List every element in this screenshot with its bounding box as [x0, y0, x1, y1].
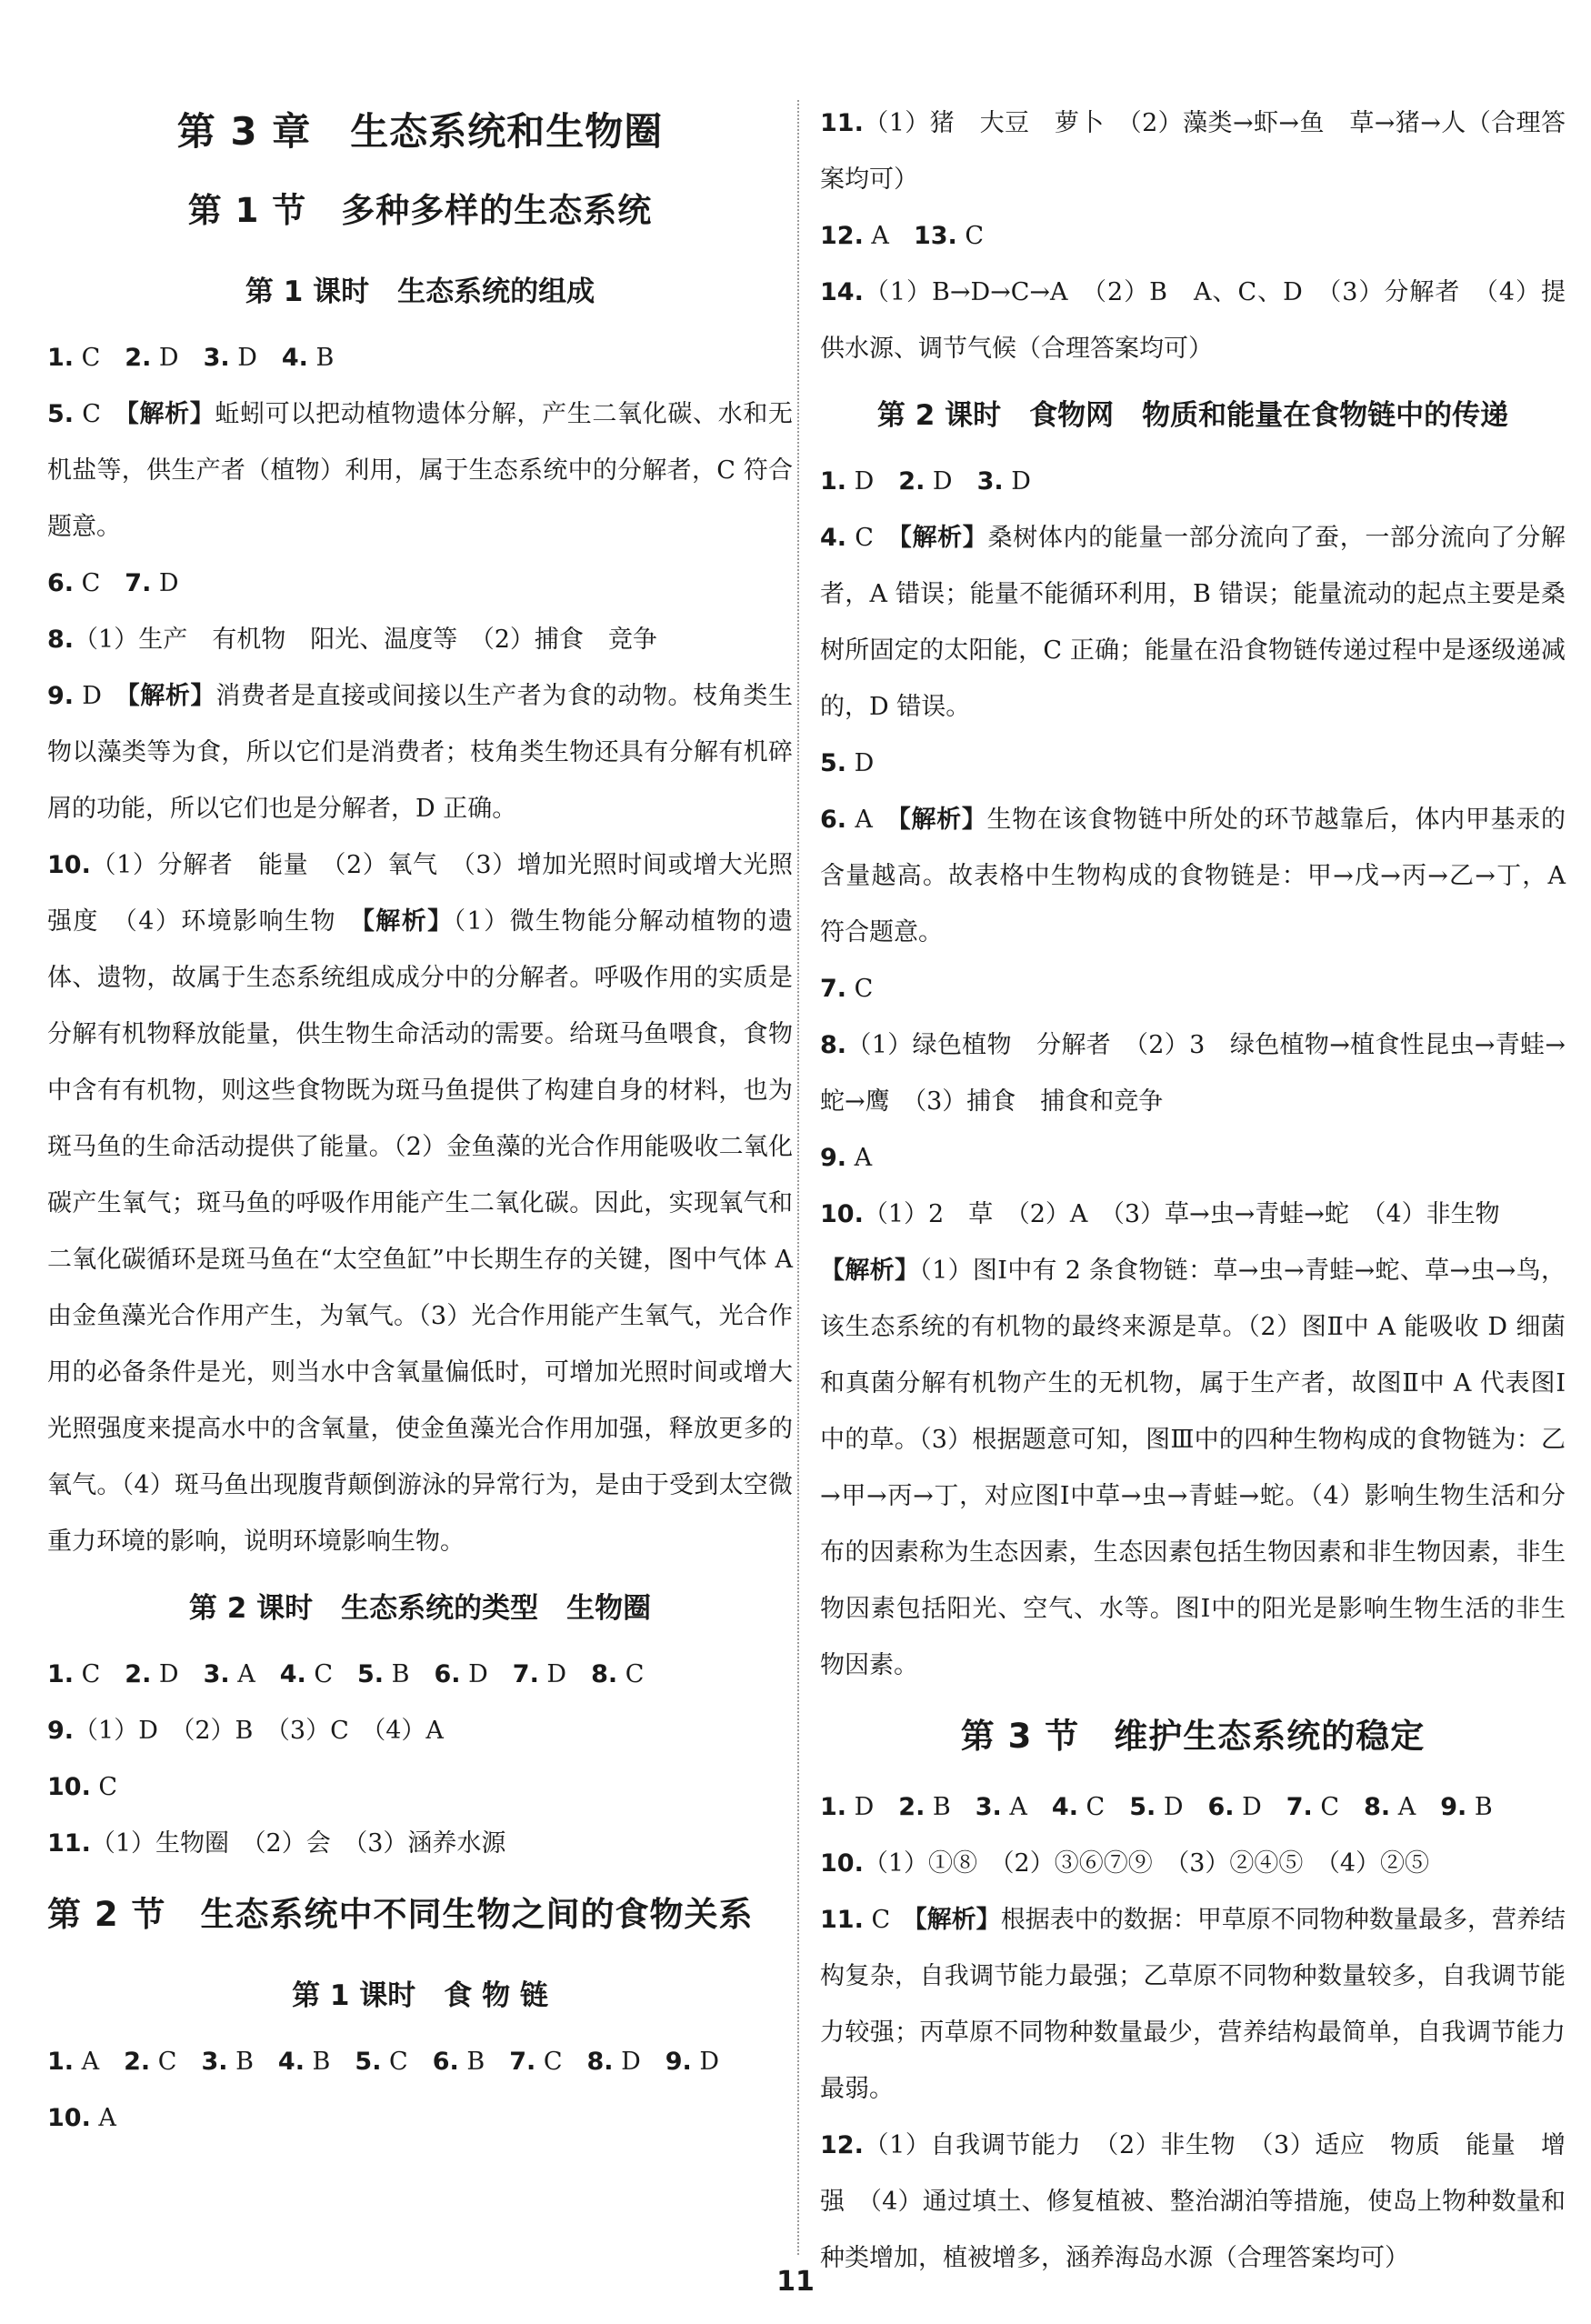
answer-item: 12.（1）自我调节能力 （2）非生物 （3）适应 物质 能量 增强 （4）通过填土、修复植被、整治湖泊等措施，使岛上物种数量和种类增加，植被增多，涵养海岛水源（合理答案均可）: [820, 2131, 1566, 2272]
answer-item: 8.（1）生产 有机物 阳光、温度等 （2）捕食 竞争: [47, 626, 657, 654]
answer-item: 4. C 【解析】桑树体内的能量一部分流向了蚕，一部分流向了分解者，A 错误；能量不能循环利用，B 错误；能量流动的起点主要是桑树所固定的太阳能，C 正确；能量在沿食物链传递过程中是逐级递减的，D 错误。: [820, 524, 1566, 721]
column-divider: [797, 100, 799, 2255]
answer-item: 6. A 【解析】生物在该食物链中所处的环节越靠后，体内甲基汞的含量越高。故表格中生物构成的食物链是：甲→戊→丙→乙→丁，A 符合题意。: [820, 806, 1566, 947]
answer-item: 1. C 2. D 3. D 4. B: [47, 344, 335, 372]
answer-item: 1. C 2. D 3. A 4. C 5. B 6. D 7. D 8. C: [47, 1660, 645, 1688]
answer-item: 7. C: [820, 975, 874, 1003]
answer-item: 1. A 2. C 3. B 4. B 5. C 6. B 7. C 8. D 9. D: [47, 2048, 720, 2076]
answer-item: 9. A: [820, 1144, 873, 1172]
answer-item: 10. C: [47, 1773, 118, 1801]
left-column: [47, 95, 793, 2147]
answer-item: 11.（1）生物圈 （2）会 （3）涵养水源: [47, 1829, 506, 1858]
answer-item: 8.（1）绿色植物 分解者 （2）3 绿色植物→植食性昆虫→青蛙→蛇→鹰 （3）捕食 捕食和竞争: [820, 1031, 1566, 1116]
answer-item: 9.（1）D （2）B （3）C （4）A: [47, 1717, 444, 1745]
answer-item: 【解析】（1）图Ⅰ中有 2 条食物链：草→虫→青蛙→蛇、草→虫→鸟，该生态系统的有机物的最终来源是草。（2）图Ⅱ中 A 能吸收 D 细菌和真菌分解有机物产生的无机物，属于生产者，故图Ⅱ中 A 代表图Ⅰ中的草。（3）根据题意可知，图Ⅲ中的四种生物构成的食物链为：乙→甲→丙→丁，对应图Ⅰ中草→虫→青蛙→蛇。（4）影响生物生活和分布的因素称为生态因素，生态因素包括生物因素和非生物因素，非生物因素包括阳光、空气、水等。图Ⅰ中的阳光是影响生物生活的非生物因素。: [820, 1257, 1566, 1679]
answer-item: 5. C 【解析】蚯蚓可以把动植物遗体分解，产生二氧化碳、水和无机盐等，供生产者（植物）利用，属于生态系统中的分解者，C 符合题意。: [47, 400, 794, 541]
answer-item: 11. C 【解析】根据表中的数据：甲草原不同物种数量最多，营养结构复杂，自我调节能力最强；乙草原不同物种数量较多，自我调节能力较强；丙草原不同物种数量最少，营养结构最简单，自我调节能力最弱。: [820, 1906, 1566, 2103]
chapter-title: 第 3 章 生态系统和生物圈: [176, 109, 664, 154]
answer-block: [47, 1647, 793, 1872]
answer-item: 1. D 2. D 3. D: [820, 467, 1031, 496]
answer-item: 11.（1）猪 大豆 萝卜 （2）藻类→虾→鱼 草→猪→人（合理答案均可）: [820, 109, 1566, 194]
answer-block: [820, 95, 1566, 377]
answer-item: 10.（1）分解者 能量 （2）氧气 （3）增加光照时间或增大光照强度 （4）环境影响生物 【解析】（1）微生物能分解动植物的遗体、遗物，故属于生态系统组成成分中的分解者。呼吸作用的实质是分解有机物释放能量，供生物生命活动的需要。给斑马鱼喂食，食物中含有有机物，则这些食物既为斑马鱼提供了构建自身的材料，也为斑马鱼的生命活动提供了能量。（2）金鱼藻的光合作用能吸收二氧化碳产生氧气；斑马鱼的呼吸作用能产生二氧化碳。因此，实现氧气和二氧化碳循环是斑马鱼在“太空鱼缸”中长期生存的关键，图中气体 A 由金鱼藻光合作用产生，为氧气。（3）光合作用能产生氧气，光合作用的必备条件是光，则当水中含氧量偏低时，可增加光照时间或增大光照强度来提高水中的含氧量，使金鱼藻光合作用加强，释放更多的氧气。（4）斑马鱼出现腹背颠倒游泳的异常行为，是由于受到太空微重力环境的影响，说明环境影响生物。: [47, 851, 793, 1556]
lesson-title: 第 2 课时 生态系统的类型 生物圈: [188, 1592, 652, 1625]
lesson-title: 第 1 课时 生态系统的组成: [245, 275, 595, 308]
section-title: 第 1 节 多种多样的生态系统: [187, 191, 653, 230]
answer-item: 5. D: [820, 749, 875, 777]
section-title: 第 2 节 生态系统中不同生物之间的食物关系: [47, 1895, 754, 1934]
answer-block: [820, 1779, 1566, 2287]
answer-item: 6. C 7. D: [47, 569, 179, 597]
answer-item: 12. A 13. C: [820, 222, 985, 250]
right-column: [820, 95, 1566, 2287]
answer-item: 14.（1）B→D→C→A （2）B A、C、D （3）分解者 （4）提供水源、调节气候（合理答案均可）: [820, 278, 1566, 363]
lesson-title: 第 1 课时 食 物 链: [292, 1979, 548, 2012]
section-title: 第 3 节 维护生态系统的稳定: [960, 1717, 1426, 1756]
answer-item: 10.（1）2 草 （2）A （3）草→虫→青蛙→蛇 （4）非生物: [820, 1200, 1500, 1228]
answer-item: 1. D 2. B 3. A 4. C 5. D 6. D 7. C 8. A 9. B: [820, 1793, 1493, 1821]
answer-block: [47, 330, 793, 1570]
answer-item: 10.（1）①⑧ （2）③⑥⑦⑨ （3）②④⑤ （4）②⑤: [820, 1849, 1430, 1878]
lesson-title: 第 2 课时 食物网 物质和能量在食物链中的传递: [876, 399, 1509, 432]
answer-item: 9. D 【解析】消费者是直接或间接以生产者为食的动物。枝角类生物以藻类等为食，所以它们是消费者；枝角类生物还具有分解有机碎屑的功能，所以它们也是分解者，D 正确。: [47, 682, 794, 823]
page-number: 11: [776, 2266, 815, 2298]
answer-item: 10. A: [47, 2104, 116, 2132]
answer-block: [47, 2034, 793, 2147]
answer-block: [820, 454, 1566, 1694]
